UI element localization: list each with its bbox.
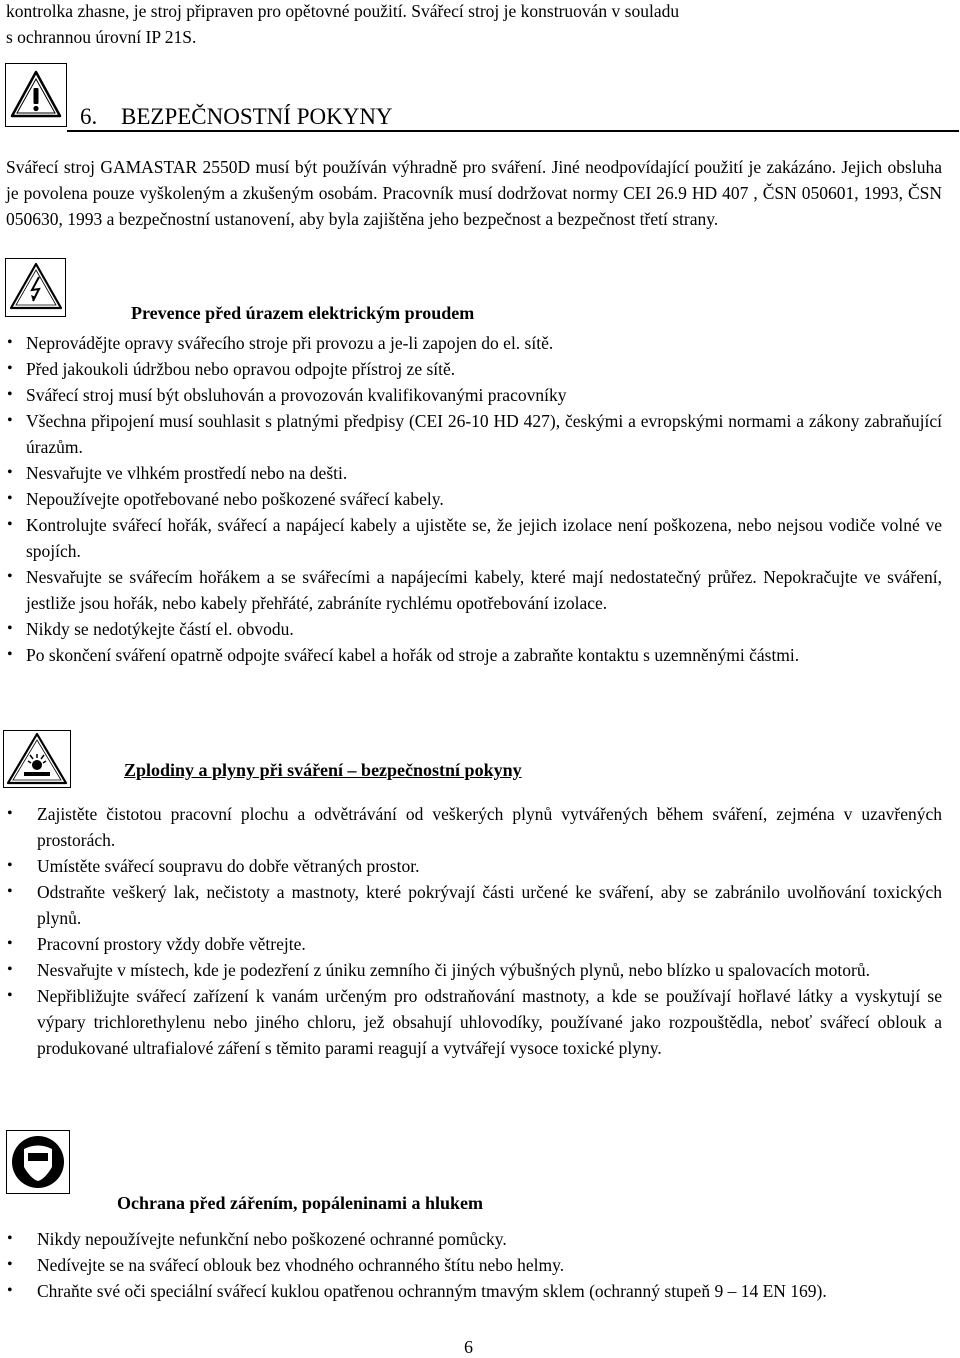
list-item: • Všechna připojení musí souhlasit s platnými předpisy (CEI 26-10 HD 427), českými a evropskými normami a zákony zabraňující úrazům. <box>26 408 942 460</box>
fumes-hazard-icon <box>3 730 71 788</box>
bullet: • <box>7 857 13 874</box>
intro-line-2: s ochrannou úrovní IP 21S. <box>6 27 197 47</box>
bullet: • <box>7 805 13 822</box>
bullet: • <box>7 464 13 481</box>
list-item: • Před jakoukoli údržbou nebo opravou odpojte přístroj ze sítě. <box>26 356 942 382</box>
electric-title: Prevence před úrazem elektrickým proudem <box>131 303 475 323</box>
list-item: • Nedívejte se na svářecí oblouk bez vhodného ochranného štítu nebo helmy. <box>37 1252 942 1278</box>
bullet: • <box>7 360 13 377</box>
fumes-title: Zplodiny a plyny při sváření – bezpečnostní pokyny <box>124 760 522 780</box>
list-item: • Svářecí stroj musí být obsluhován a provozován kvalifikovanými pracovníky <box>26 382 942 408</box>
bullet: • <box>7 490 13 507</box>
list-item: • Po skončení sváření opatrně odpojte svářecí kabel a hořák od stroje a zabraňte kontaktu s uzemněnými částmi. <box>26 642 942 668</box>
list-item: • Nepoužívejte opotřebované nebo poškozené svářecí kabely. <box>26 486 942 512</box>
bullet: • <box>7 1256 13 1273</box>
electric-hazard-icon <box>5 258 65 316</box>
page-number: 6 <box>464 1337 473 1357</box>
list-item: • Neprovádějte opravy svářecího stroje při provozu a je-li zapojen do el. sítě. <box>26 330 942 356</box>
list-item: • Kontrolujte svářecí hořák, svářecí a napájecí kabely a ujistěte se, že jejich izolace není poškozena, nebo nejsou vodiče volné ve spojích. <box>26 512 942 564</box>
bullet: • <box>7 987 13 1004</box>
radiation-list <box>7 1226 942 1304</box>
list-item: • Nesvařujte ve vlhkém prostředí nebo na dešti. <box>26 460 942 486</box>
list-item: • Nesvařujte v místech, kde je podezření z úniku zemního či jiných výbušných plynů, nebo blízko u spalovacích motorů. <box>37 957 942 983</box>
bullet: • <box>7 935 13 952</box>
section-paragraph: Svářecí stroj GAMASTAR 2550D musí být používán výhradně pro sváření. Jiné neodpovídající použití je zakázáno. Jejich obsluha je povolena pouze vyškoleným a zkušeným osobám. Pracovník musí dodržovat normy CEI 26.9 HD 407 , ČSN 050601, 1993, ČSN 050630, 1993 a bezpečnostní ustanovení, aby byla zajištěna jeho bezpečnost a bezpečnost třetí strany. <box>6 157 942 229</box>
intro-line-1: kontrolka zhasne, je stroj připraven pro opětovné použití. Svářecí stroj je konstruován v souladu <box>6 1 680 21</box>
welding-mask-icon <box>6 1130 70 1194</box>
bullet: • <box>7 620 13 637</box>
fumes-list <box>7 801 942 1061</box>
list-item: • Nikdy nepoužívejte nefunkční nebo poškozené ochranné pomůcky. <box>37 1226 942 1252</box>
bullet: • <box>7 568 13 585</box>
list-item: • Pracovní prostory vždy dobře větrejte. <box>37 931 942 957</box>
list-item: • Odstraňte veškerý lak, nečistoty a mastnoty, které pokrývají části určené ke sváření, aby se zabránilo uvolňování toxických plynů. <box>37 879 942 931</box>
list-item: • Zajistěte čistotou pracovní plochu a odvětrávání od veškerých plynů vytvářených během sváření, zejména v uzavřených prostorách. <box>37 801 942 853</box>
bullet: • <box>7 883 13 900</box>
bullet: • <box>7 646 13 663</box>
bullet: • <box>7 334 13 351</box>
bullet: • <box>7 516 13 533</box>
warning-icon <box>5 63 67 127</box>
list-item: • Nesvařujte se svářecím hořákem a se svářecími a napájecími kabely, které mají nedostatečný průřez. Nepokračujte ve sváření, jestliže jsou hořák, nebo kabely přehřáté, zabráníte rychlému opotřebování izolace. <box>26 564 942 616</box>
bullet: • <box>7 1230 13 1247</box>
bullet: • <box>7 386 13 403</box>
electric-list <box>7 330 942 668</box>
bullet: • <box>7 961 13 978</box>
list-item: • Nepřibližujte svářecí zařízení k vanám určeným pro odstraňování mastnoty, a kde se používají hořlavé látky a vyskytují se výpary trichlorethylenu nebo jiného chloru, jež obsahují uhlovodíky, používané jako rozpouštědla, neboť svářecí oblouk a produkované ultrafialové záření s těmito parami reagují a vytvářejí vysoce toxické plyny. <box>37 983 942 1061</box>
section-number: 6. <box>80 104 98 129</box>
section-rule <box>67 130 959 132</box>
list-item: • Umístěte svářecí soupravu do dobře větraných prostor. <box>37 853 942 879</box>
list-item: • Nikdy se nedotýkejte částí el. obvodu. <box>26 616 942 642</box>
bullet: • <box>7 1282 13 1299</box>
list-item: • Chraňte své oči speciální svářecí kuklou opatřenou ochranným tmavým sklem (ochranný stupeň 9 – 14 EN 169). <box>37 1278 942 1304</box>
radiation-title: Ochrana před zářením, popáleninami a hlukem <box>117 1193 484 1213</box>
section-title: BEZPEČNOSTNÍ POKYNY <box>121 104 393 129</box>
bullet: • <box>7 412 13 429</box>
